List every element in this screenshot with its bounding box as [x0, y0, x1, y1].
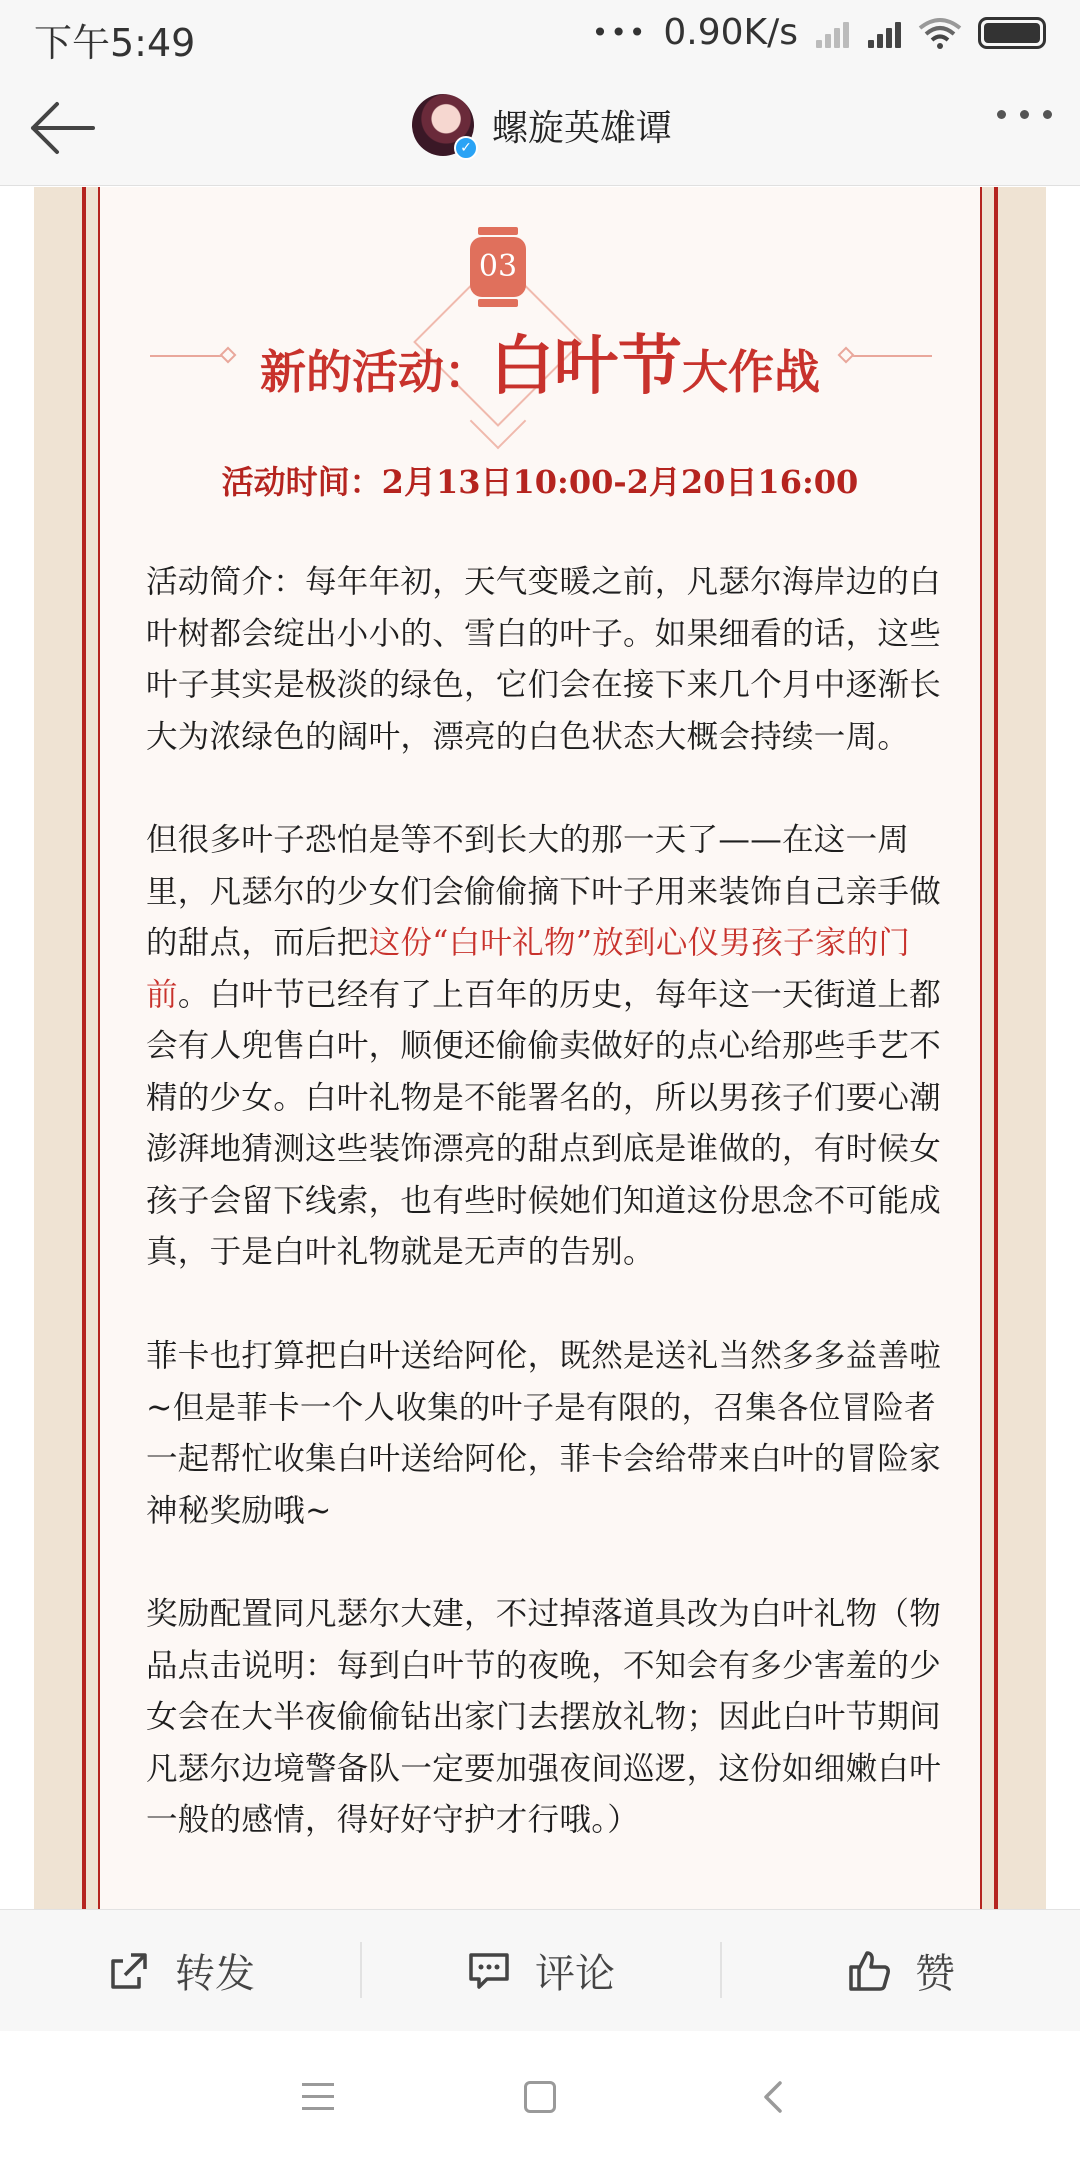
like-label: 赞 — [915, 1951, 955, 1997]
more-dots-icon: ••• — [591, 16, 648, 49]
more-icon[interactable] — [997, 110, 1052, 119]
verified-icon: ✓ — [454, 136, 478, 160]
comment-button[interactable] — [360, 1910, 720, 2031]
status-indicators — [592, 12, 1046, 53]
paragraph-intro: 活动简介：每年年初，天气变暖之前，凡瑟尔海岸边的白叶树都会绽出小小的、雪白的叶子。如果细看的话，这些叶子其实是极淡的绿色，它们会在接下来几个月中逐渐长大为浓绿色的阔叶，漂亮的白色状态大概会持续一周。 — [146, 564, 942, 755]
activity-time: 活动时间：2月13日10:00-2月20日16:00 — [221, 463, 859, 501]
account-name[interactable]: 螺旋英雄谭 — [492, 107, 673, 149]
comment-label: 评论 — [535, 1951, 615, 1997]
article-content[interactable] — [0, 187, 1080, 1909]
action-bar — [0, 1909, 1080, 2031]
avatar[interactable] — [412, 94, 474, 156]
network-speed: 0.90K/s — [663, 12, 798, 53]
account-header[interactable] — [412, 94, 672, 156]
lantern-badge — [470, 227, 526, 307]
share-icon — [105, 1947, 153, 1995]
system-nav-bar — [0, 2031, 1080, 2160]
page-title — [0, 315, 1080, 407]
paragraph-story-highlight: 这份“白叶礼物”放到心仪男孩子家的门前 — [146, 925, 911, 1013]
status-time: 下午5:49 — [34, 21, 196, 65]
badge-number: 03 — [470, 237, 526, 297]
home-icon[interactable] — [524, 2081, 556, 2113]
like-button[interactable] — [720, 1910, 1080, 2031]
title-suffix: 大作战 — [682, 345, 820, 399]
share-button[interactable] — [0, 1910, 360, 2031]
system-back-icon[interactable] — [756, 2079, 792, 2115]
menu-icon[interactable] — [302, 2083, 334, 2111]
back-arrow-icon[interactable] — [22, 94, 102, 162]
status-bar — [0, 0, 1080, 70]
signal-weak-icon — [814, 16, 850, 50]
thumbs-up-icon — [845, 1947, 893, 1995]
title-main: 白叶节 — [490, 329, 682, 404]
paragraph-story-text-1: 但很多叶子恐怕是等不到长大的那一天了——在这一周里，凡瑟尔的少女们会偷偷摘下叶子用来装饰自己亲手做的甜点，而后把 — [146, 822, 942, 961]
comment-icon — [465, 1947, 513, 1995]
signal-icon — [866, 16, 902, 50]
title-prefix: 新的活动： — [260, 345, 490, 399]
share-label: 转发 — [175, 1951, 255, 1997]
paragraph-story — [146, 815, 954, 1279]
paragraph-event: 菲卡也打算把白叶送给阿伦，既然是送礼当然多多益善啦~但是菲卡一个人收集的叶子是有限的，召集各位冒险者一起帮忙收集白叶送给阿伦，菲卡会给带来白叶的冒险家神秘奖励哦~ — [146, 1338, 942, 1529]
wifi-icon — [918, 16, 962, 50]
battery-icon — [978, 17, 1046, 49]
paragraph-story-text-2: 。白叶节已经有了上百年的历史，每年这一天街道上都会有人兜售白叶，顺便还偷偷卖做好的点心给那些手艺不精的少女。白叶礼物是不能署名的，所以男孩子们要心潮澎湃地猜测这些装饰漂亮的甜点到底是谁做的，有时候女孩子会留下线索，也有些时候她们知道这份思念不可能成真，于是白叶礼物就是无声的告别。 — [146, 976, 942, 1270]
top-nav — [0, 70, 1080, 186]
paragraph-rewards: 奖励配置同凡瑟尔大建，不过掉落道具改为白叶礼物（物品点击说明：每到白叶节的夜晚，不知会有多少害羞的少女会在大半夜偷偷钻出家门去摆放礼物；因此白叶节期间凡瑟尔边境警备队一定要加强夜间巡逻，这份如细嫩白叶一般的感情，得好好守护才行哦。） — [146, 1596, 942, 1838]
